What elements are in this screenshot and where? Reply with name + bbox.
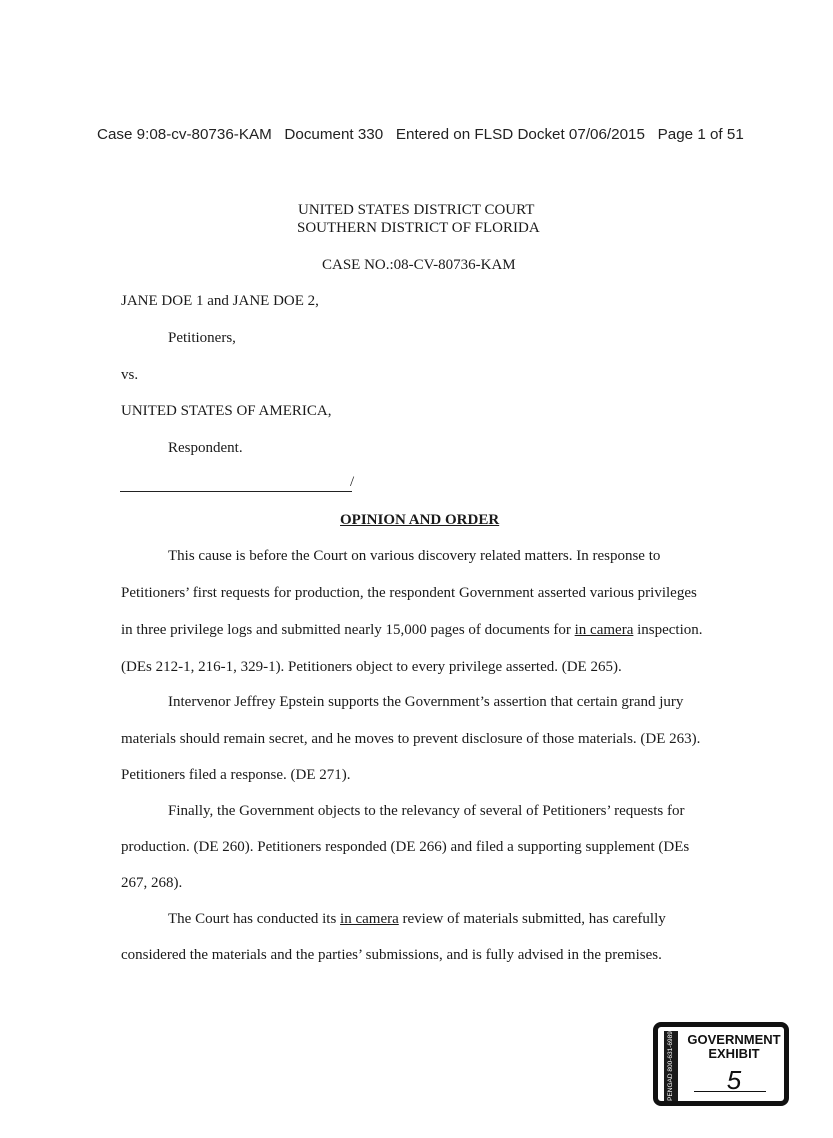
stamp-vendor: PENGAD 800-631-6989 — [667, 1031, 674, 1101]
header-page: Page 1 of 51 — [657, 126, 744, 143]
court-district: SOUTHERN DISTRICT OF FLORIDA — [297, 220, 540, 236]
body-line: in three privilege logs and submitted nearly 15,000 pages of documents for in camera inspection. — [121, 622, 703, 638]
petitioners-role: Petitioners, — [168, 330, 236, 346]
body-line: Petitioners filed a response. (DE 271). — [121, 767, 351, 783]
stamp-title-line2: EXHIBIT — [708, 1046, 760, 1061]
case-number: CASE NO.:08-CV-80736-KAM — [322, 257, 516, 273]
body-line: Petitioners’ first requests for production, the respondent Government asserted various privileges — [121, 585, 697, 601]
body-line: 267, 268). — [121, 875, 183, 891]
header-entered: Entered on FLSD Docket 07/06/2015 — [395, 126, 645, 143]
caption-signature-line — [120, 491, 352, 492]
stamp-title-line1: GOVERNMENT — [687, 1032, 781, 1047]
body-line: materials should remain secret, and he moves to prevent disclosure of those materials. (DE 263). — [121, 731, 701, 747]
exhibit-number: 5 — [726, 1065, 742, 1095]
respondent-role: Respondent. — [168, 440, 243, 456]
caption-slash: / — [350, 474, 355, 490]
document-title: OPINION AND ORDER — [340, 512, 500, 528]
stamp-vendor-strip — [664, 1031, 678, 1101]
versus: vs. — [121, 367, 139, 383]
government-exhibit-stamp — [653, 1022, 789, 1106]
header-case-number: Case 9:08-cv-80736-KAM — [97, 126, 272, 143]
body-line: This cause is before the Court on various discovery related matters. In response to — [168, 548, 661, 564]
body-line: Finally, the Government objects to the relevancy of several of Petitioners’ requests for — [168, 803, 685, 819]
case-header — [97, 126, 744, 143]
court-name: UNITED STATES DISTRICT COURT — [298, 202, 535, 218]
header-document-number: Document 330 — [284, 126, 384, 143]
exhibit-number-line — [694, 1091, 766, 1092]
respondent-name: UNITED STATES OF AMERICA, — [121, 403, 332, 419]
body-line: production. (DE 260). Petitioners responded (DE 266) and filed a supporting supplement (DEs — [121, 839, 690, 855]
body-line: The Court has conducted its in camera review of materials submitted, has carefully — [168, 911, 666, 927]
in-camera-term: in camera — [574, 622, 634, 638]
body-line: Intervenor Jeffrey Epstein supports the Government’s assertion that certain grand jury — [168, 694, 684, 710]
body-line: (DEs 212-1, 216-1, 329-1). Petitioners object to every privilege asserted. (DE 265). — [121, 659, 622, 675]
petitioners-names: JANE DOE 1 and JANE DOE 2, — [121, 293, 319, 309]
body-line: considered the materials and the parties’ submissions, and is fully advised in the premises. — [121, 947, 662, 963]
in-camera-term: in camera — [340, 911, 399, 927]
